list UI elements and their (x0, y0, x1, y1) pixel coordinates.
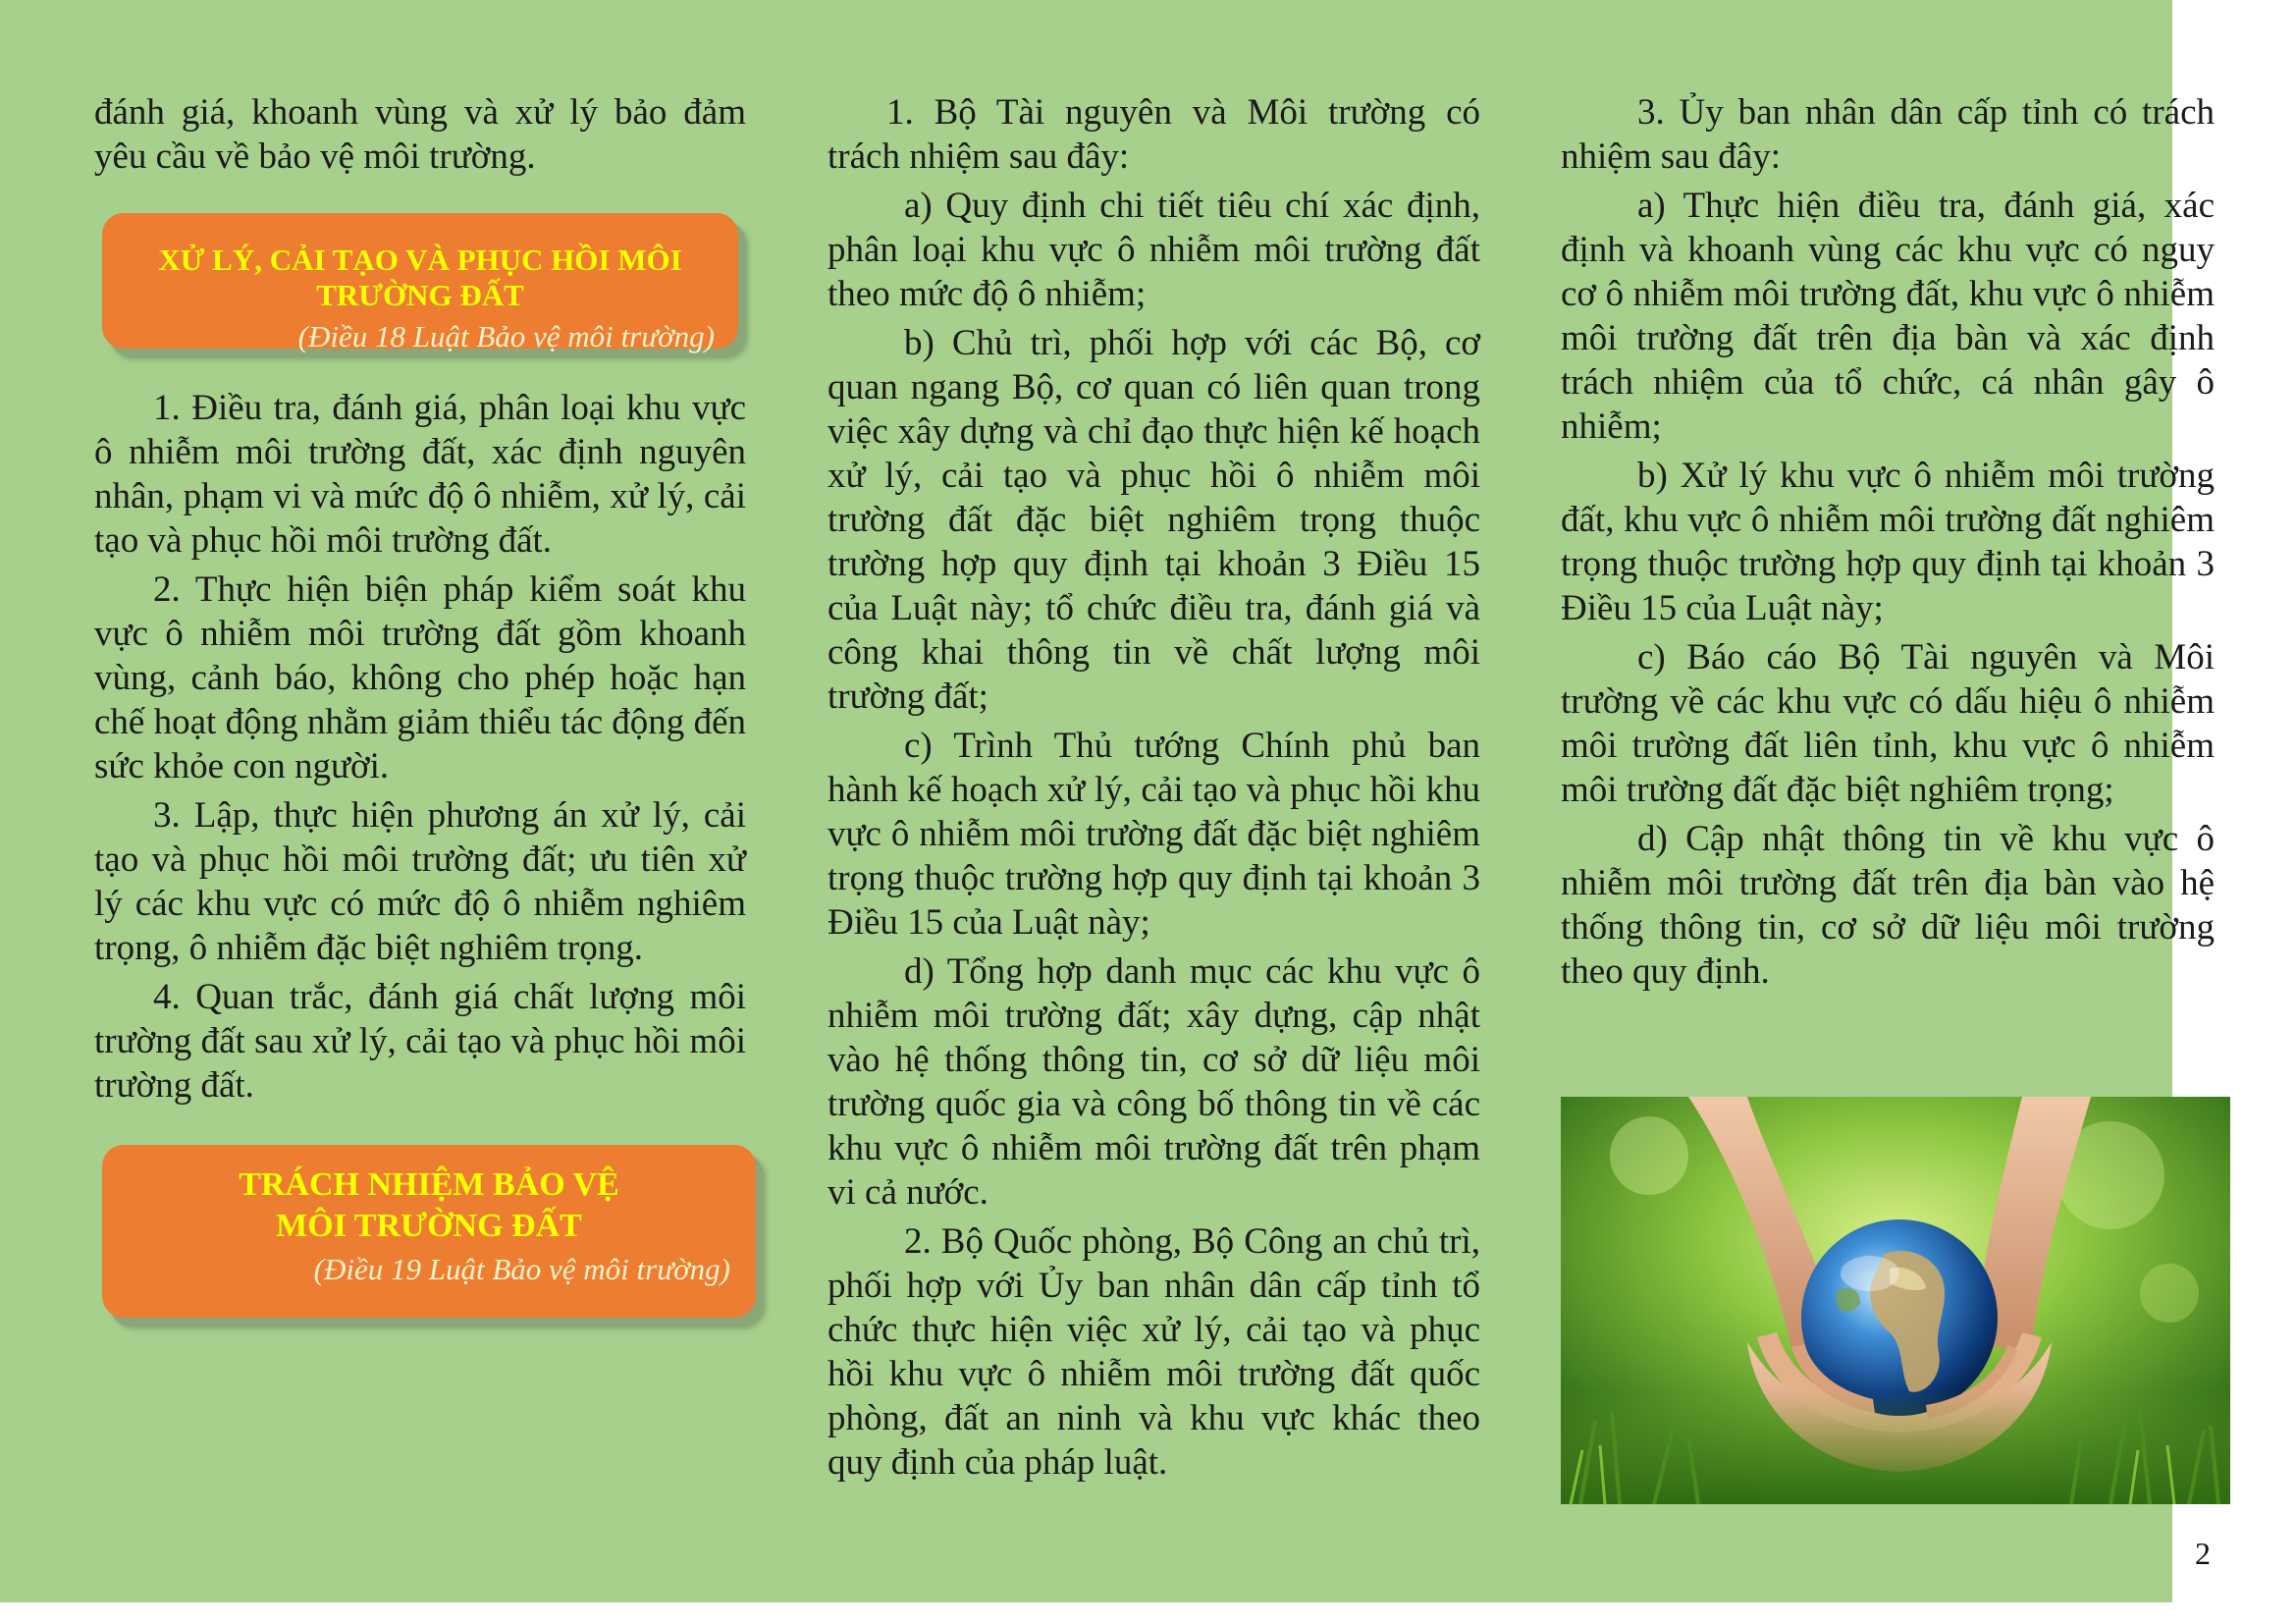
paragraph: 4. Quan trắc, đánh giá chất lượng môi trường đất sau xử lý, cải tạo và phục hồi môi trường đất. (94, 977, 746, 1106)
paragraph: 1. Điều tra, đánh giá, phân loại khu vực ô nhiễm môi trường đất, xác định nguyên nhân, phạm vi và mức độ ô nhiễm, xử lý, cải tạo và phục hồi môi trường đất. (94, 388, 746, 561)
section-title-box-article-18 (102, 213, 738, 353)
section-title-line: XỬ LÝ, CẢI TẠO VÀ PHỤC HỒI MÔI (158, 243, 682, 277)
paragraph: b) Chủ trì, phối hợp với các Bộ, cơ quan ngang Bộ, cơ quan có liên quan trong việc xây dựng và chỉ đạo thực hiện kế hoạch xử lý, cải tạo và phục hồi ô nhiễm môi trường đất đặc biệt nghiêm trọng thuộc trường hợp quy định tại khoản 3 Điều 15 của Luật này; tổ chức điều tra, đánh giá và công khai thông tin về chất lượng môi trường đất; (828, 323, 1480, 717)
column-right (1561, 90, 2215, 999)
column-left (94, 90, 746, 1318)
paragraph: 2. Bộ Quốc phòng, Bộ Công an chủ trì, phối hợp với Ủy ban nhân dân cấp tỉnh tổ chức thực hiện việc xử lý, cải tạo và phục hồi khu vực ô nhiễm môi trường đất quốc phòng, đất an ninh và khu vực khác theo quy định của pháp luật. (828, 1221, 1480, 1483)
paragraph: d) Tổng hợp danh mục các khu vực ô nhiễm môi trường đất; xây dựng, cập nhật vào hệ thống thông tin, cơ sở dữ liệu môi trường quốc gia và công bố thông tin về các khu vực ô nhiễm môi trường đất trên phạm vi cả nước. (828, 951, 1480, 1213)
section-title-line: TRƯỜNG ĐẤT (316, 278, 524, 312)
paragraph: 2. Thực hiện biện pháp kiểm soát khu vực ô nhiễm môi trường đất gồm khoanh vùng, cảnh báo, không cho phép hoặc hạn chế hoạt động nhằm giảm thiểu tác động đến sức khỏe con người. (94, 569, 746, 786)
paragraph: c) Báo cáo Bộ Tài nguyên và Môi trường về các khu vực có dấu hiệu ô nhiễm môi trường đất liên tỉnh, khu vực ô nhiễm môi trường đất đặc biệt nghiêm trọng; (1561, 637, 2215, 810)
column-middle (828, 90, 1480, 1489)
paragraph: a) Quy định chi tiết tiêu chí xác định, phân loại khu vực ô nhiễm môi trường đất theo mức độ ô nhiễm; (828, 186, 1480, 314)
section-subtitle: (Điều 18 Luật Bảo vệ môi trường) (297, 319, 715, 353)
page-number: 2 (2195, 1536, 2211, 1571)
paragraph: d) Cập nhật thông tin về khu vực ô nhiễm môi trường đất trên địa bàn vào hệ thống thông tin, cơ sở dữ liệu môi trường theo quy định. (1561, 819, 2215, 992)
paragraph: 3. Ủy ban nhân dân cấp tỉnh có trách nhiệm sau đây: (1561, 92, 2215, 177)
section-title-line: TRÁCH NHIỆM BẢO VỆ (239, 1166, 619, 1203)
paragraph: 3. Lập, thực hiện phương án xử lý, cải tạo và phục hồi môi trường đất; ưu tiên xử lý các khu vực có mức độ ô nhiễm nghiêm trọng, ô nhiễm đặc biệt nghiêm trọng. (94, 795, 746, 968)
intro-text: đánh giá, khoanh vùng và xử lý bảo đảm yêu cầu về bảo vệ môi trường. (94, 92, 746, 177)
earth-in-hands-photo (1561, 1097, 2230, 1504)
section-title-line: MÔI TRƯỜNG ĐẤT (276, 1208, 582, 1244)
section-title-box-article-19 (102, 1145, 756, 1318)
paragraph: a) Thực hiện điều tra, đánh giá, xác định và khoanh vùng các khu vực có nguy cơ ô nhiễm môi trường đất, khu vực ô nhiễm môi trường đất trên địa bàn và xác định trách nhiệm của tổ chức, cá nhân gây ô nhiễm; (1561, 186, 2215, 447)
paragraph: c) Trình Thủ tướng Chính phủ ban hành kế hoạch xử lý, cải tạo và phục hồi khu vực ô nhiễm môi trường đất đặc biệt nghiêm trọng thuộc trường hợp quy định tại khoản 3 Điều 15 của Luật này; (828, 726, 1480, 943)
paragraph: 1. Bộ Tài nguyên và Môi trường có trách nhiệm sau đây: (828, 92, 1480, 177)
paragraph: b) Xử lý khu vực ô nhiễm môi trường đất, khu vực ô nhiễm môi trường đất nghiêm trọng thuộc trường hợp quy định tại khoản 3 Điều 15 của Luật này; (1561, 456, 2215, 628)
section-subtitle: (Điều 19 Luật Bảo vệ môi trường) (313, 1252, 730, 1286)
